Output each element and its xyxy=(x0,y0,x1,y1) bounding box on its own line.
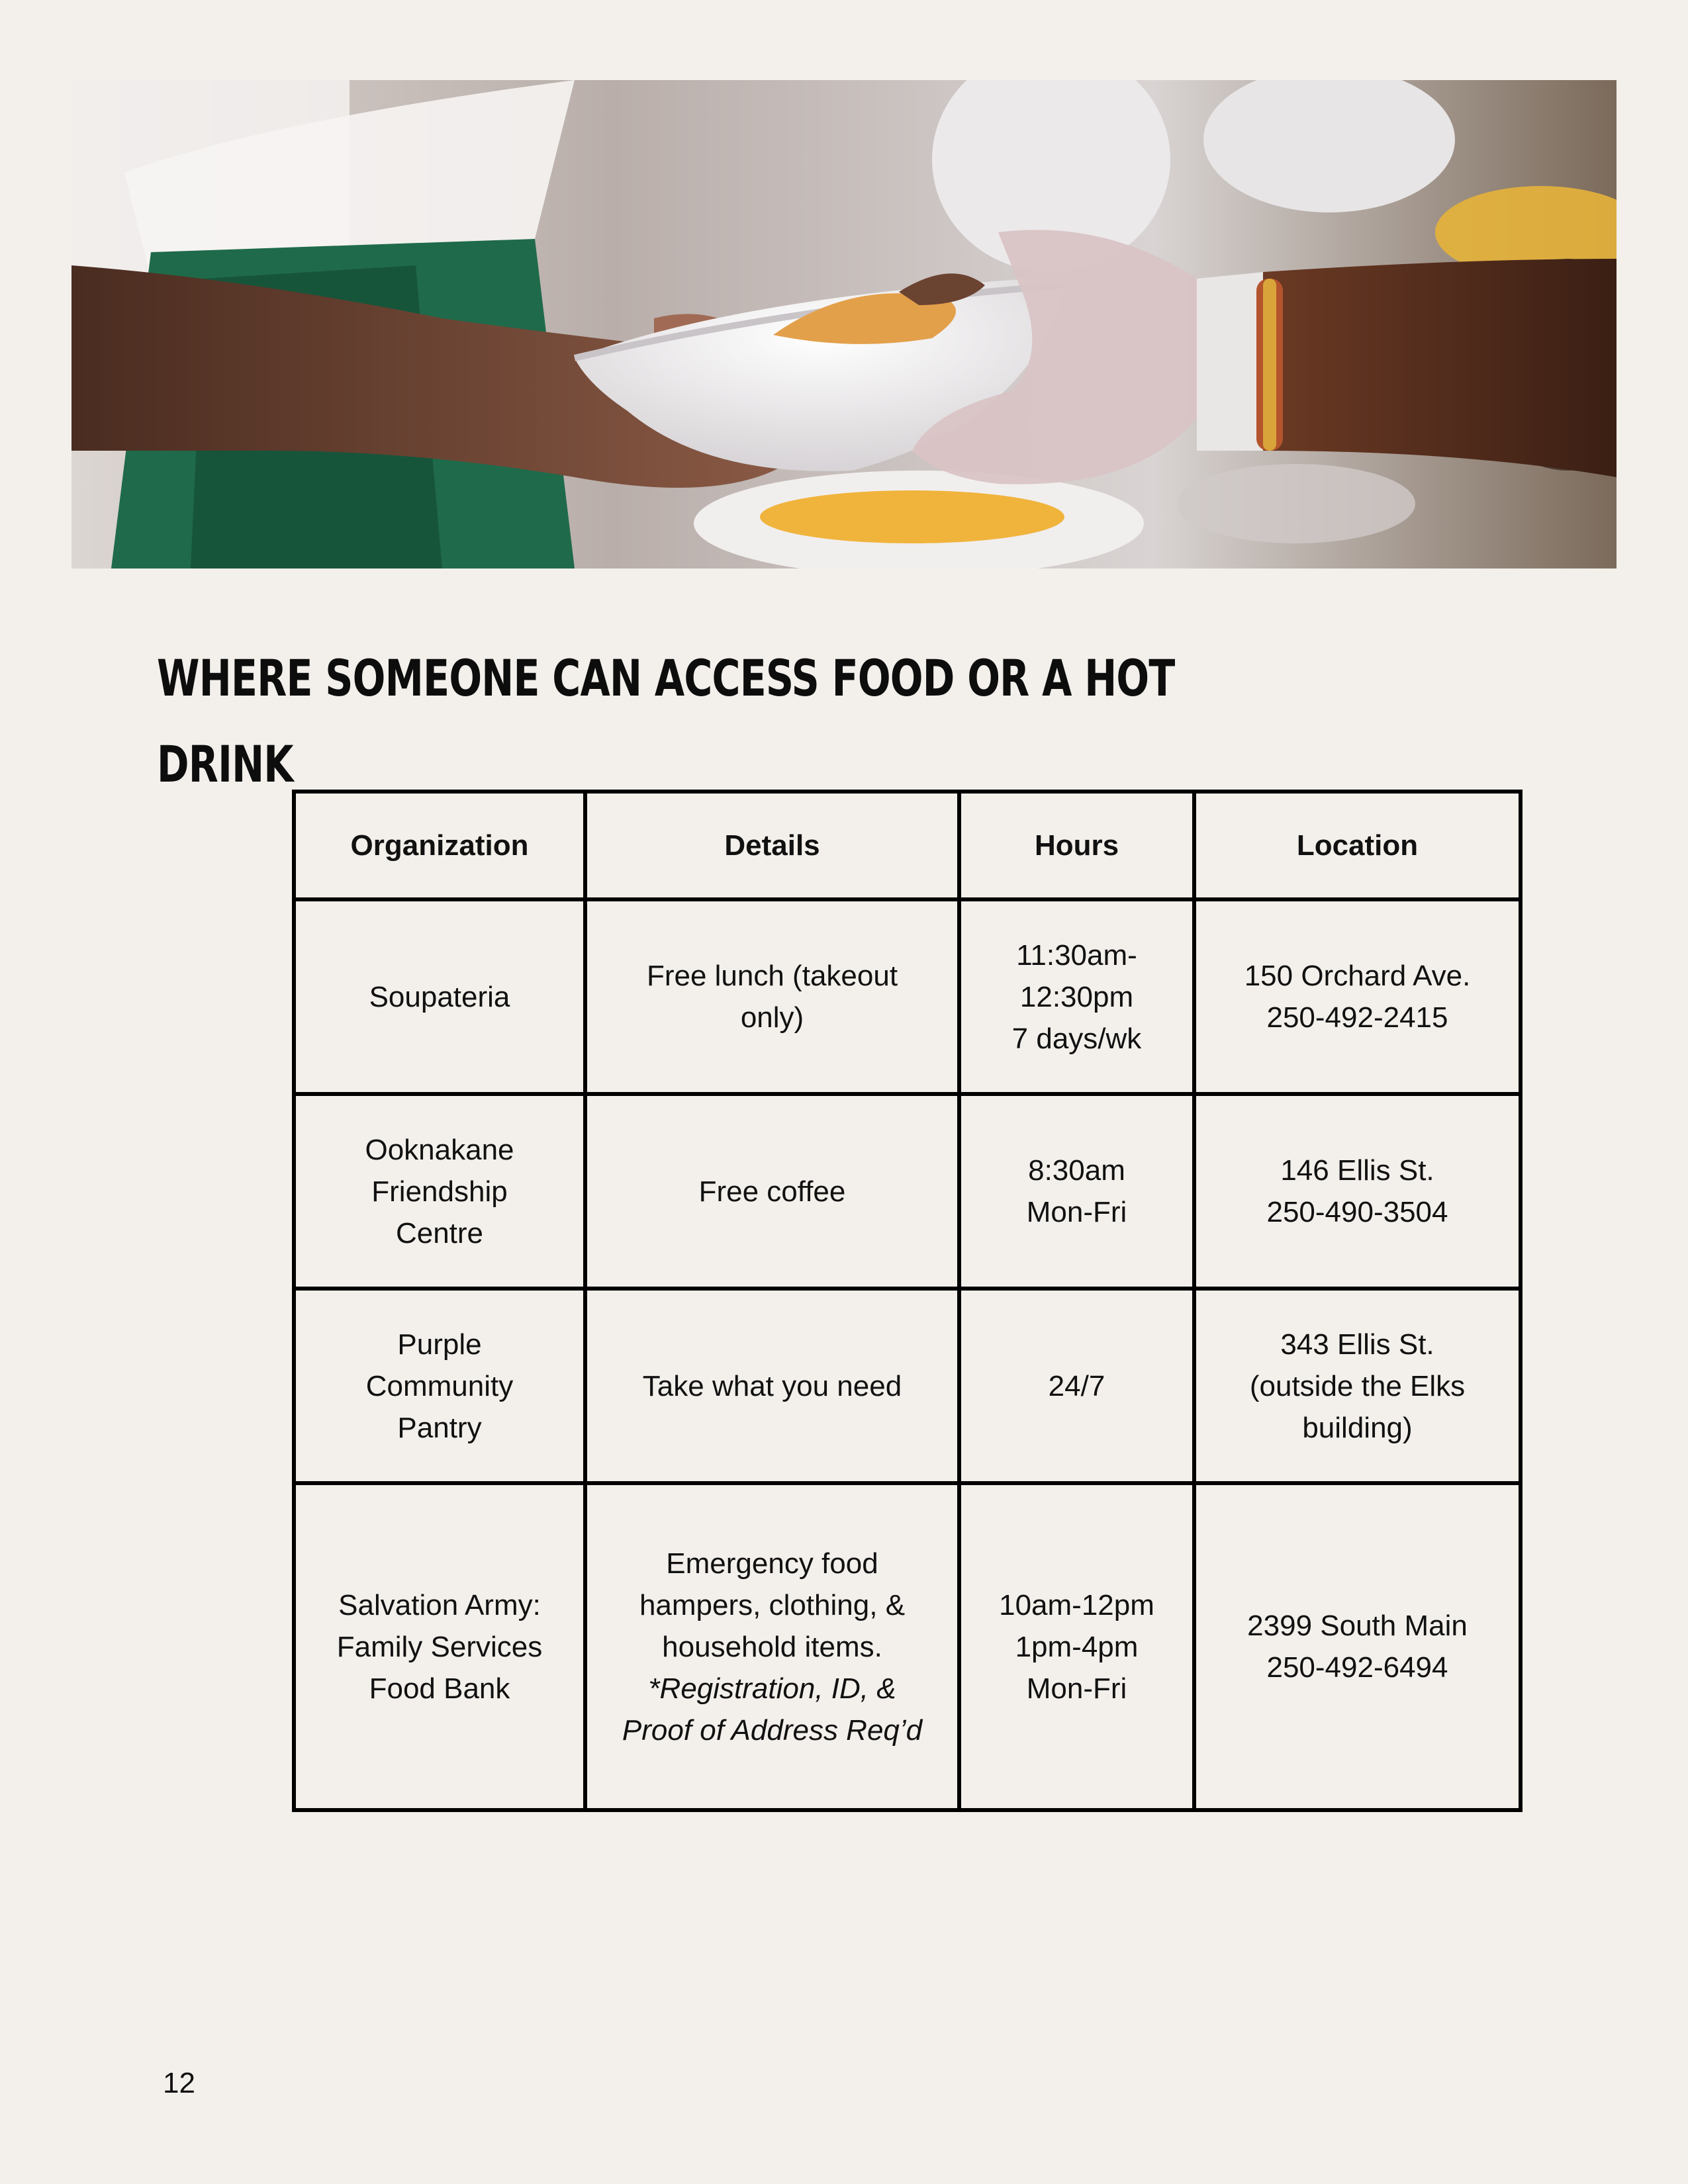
organization-cell xyxy=(294,1483,585,1810)
column-header-organization: Organization xyxy=(294,792,585,899)
organization-line: Ooknakane xyxy=(365,1133,514,1166)
table-row xyxy=(294,1483,1521,1810)
organization-cell xyxy=(294,1094,585,1289)
location-line: (outside the Elks xyxy=(1249,1369,1466,1402)
hours-line: 12:30pm xyxy=(1019,980,1134,1013)
details-line: Free lunch (takeout xyxy=(646,960,898,992)
table-header-row xyxy=(294,792,1521,899)
location-cell xyxy=(1194,1483,1521,1810)
hours-cell xyxy=(959,899,1194,1094)
hours-line: 10am-12pm xyxy=(999,1588,1154,1621)
details-cell xyxy=(585,1289,959,1483)
hours-line: 1pm-4pm xyxy=(1015,1630,1139,1663)
details-line: Emergency food xyxy=(666,1547,878,1580)
details-line: hampers, clothing, & xyxy=(639,1588,906,1621)
details-cell xyxy=(585,899,959,1094)
location-line: 150 Orchard Ave. xyxy=(1244,960,1471,992)
organization-line: Purple xyxy=(397,1328,482,1361)
organization-line: Food Bank xyxy=(369,1672,510,1705)
table-row xyxy=(294,899,1521,1094)
details-line: Free coffee xyxy=(698,1175,846,1208)
organization-line: Pantry xyxy=(397,1411,482,1444)
details-line: only) xyxy=(740,1001,804,1034)
page-title: WHERE SOMEONE CAN ACCESS FOOD OR A HOT DRINK xyxy=(157,649,1175,794)
location-line: 146 Ellis St. xyxy=(1280,1154,1434,1187)
details-cell xyxy=(585,1094,959,1289)
organization-line: Soupateria xyxy=(369,980,510,1013)
location-line: 2399 South Main xyxy=(1247,1610,1468,1642)
photo-hands-passing-bowl-icon xyxy=(71,80,1617,569)
organization-cell xyxy=(294,1289,585,1483)
hours-cell xyxy=(959,1094,1194,1289)
organization-cell xyxy=(294,899,585,1094)
location-line: 250-490-3504 xyxy=(1266,1196,1448,1228)
column-header-hours: Hours xyxy=(959,792,1194,899)
hero-photo xyxy=(71,80,1617,569)
column-header-details: Details xyxy=(585,792,959,899)
organization-line: Centre xyxy=(395,1216,484,1250)
location-cell xyxy=(1194,899,1521,1094)
location-cell xyxy=(1194,1289,1521,1483)
location-line: 250-492-6494 xyxy=(1266,1651,1448,1684)
hours-line: Mon-Fri xyxy=(1026,1196,1127,1228)
location-cell xyxy=(1194,1094,1521,1289)
hours-line: 11:30am- xyxy=(1016,938,1137,972)
organization-line: Community xyxy=(365,1369,514,1402)
details-line: Take what you need xyxy=(642,1369,902,1402)
details-line: household items. xyxy=(662,1630,882,1663)
page-number: 12 xyxy=(163,2067,195,2099)
table-row xyxy=(294,1094,1521,1289)
organization-line: Salvation Army: xyxy=(338,1588,541,1621)
location-line: building) xyxy=(1302,1411,1413,1444)
hours-line: Mon-Fri xyxy=(1026,1672,1127,1705)
table-row xyxy=(294,1289,1521,1483)
hours-line: 24/7 xyxy=(1048,1369,1105,1402)
column-header-location: Location xyxy=(1194,792,1521,899)
organization-line: Friendship xyxy=(371,1175,508,1208)
food-resources-table xyxy=(292,790,1523,1812)
hours-cell xyxy=(959,1483,1194,1810)
details-cell xyxy=(585,1483,959,1810)
details-note: Proof of Address Req’d xyxy=(622,1713,923,1747)
details-note: *Registration, ID, & xyxy=(648,1672,896,1705)
hours-line: 8:30am xyxy=(1028,1154,1125,1187)
location-line: 250-492-2415 xyxy=(1266,1001,1448,1034)
hours-line: 7 days/wk xyxy=(1011,1022,1142,1055)
location-line: 343 Ellis St. xyxy=(1280,1328,1434,1361)
hours-cell xyxy=(959,1289,1194,1483)
organization-line: Family Services xyxy=(336,1630,543,1663)
